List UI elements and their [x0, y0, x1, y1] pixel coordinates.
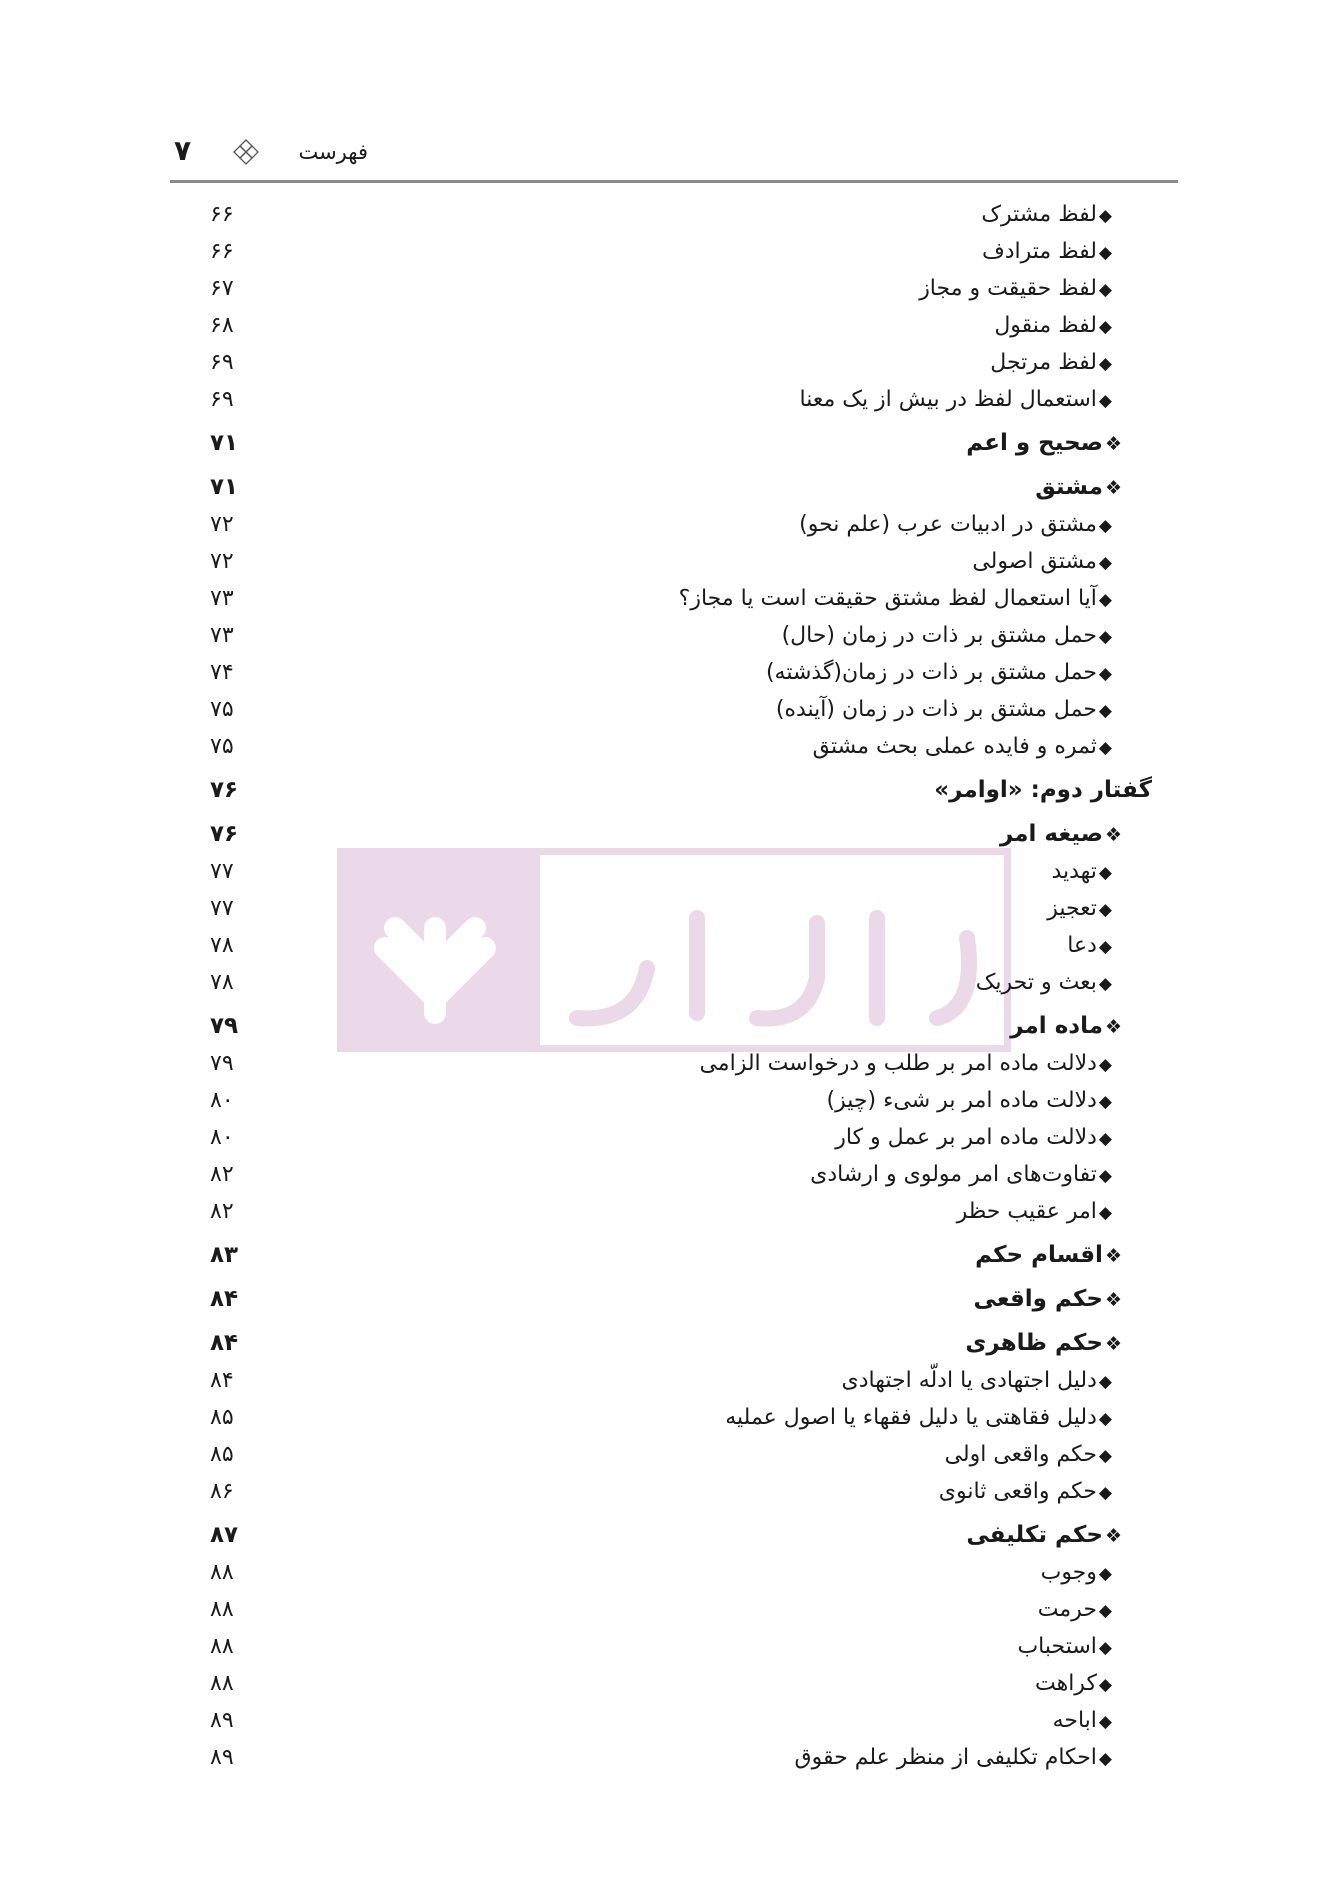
toc-page-number: ۸۰	[210, 1088, 234, 1113]
toc-page-number: ۷۱	[210, 474, 239, 500]
toc-page-number: ۷۵	[210, 697, 234, 722]
toc-page-number: ۶۷	[210, 276, 234, 301]
toc-page-number: ۷۳	[210, 623, 234, 648]
toc-subentry	[190, 1628, 1160, 1665]
toc-section-entry	[190, 1510, 1160, 1554]
toc-subentry	[190, 1156, 1160, 1193]
toc-subentry	[190, 1473, 1160, 1510]
toc-subentry	[190, 853, 1160, 890]
toc-page-number: ۸۲	[210, 1199, 234, 1224]
toc-subentry	[190, 964, 1160, 1001]
toc-subentry	[190, 691, 1160, 728]
toc-entry-title: ❖ حکم ظاهری	[965, 1330, 1122, 1356]
toc-page-number: ۸۸	[210, 1634, 234, 1659]
toc-subentry	[190, 1665, 1160, 1702]
toc-subentry	[190, 344, 1160, 381]
toc-page-number: ۶۸	[210, 313, 234, 338]
toc-page-number: ۶۹	[210, 387, 234, 412]
toc-entry-title: گفتار دوم: «اوامر»	[934, 777, 1152, 803]
toc-subentry	[190, 506, 1160, 543]
toc-subentry	[190, 1591, 1160, 1628]
toc-entry-title: ◆ حمل مشتق بر ذات در زمان(گذشته)	[766, 660, 1112, 685]
toc-subentry	[190, 543, 1160, 580]
toc-subentry	[190, 1702, 1160, 1739]
toc-entry-title: ◆ تعجیز	[1047, 896, 1112, 921]
table-of-contents	[190, 196, 1160, 1776]
toc-subentry	[190, 1193, 1160, 1230]
toc-section-entry	[190, 1001, 1160, 1045]
toc-entry-title: ❖ اقسام حکم	[975, 1242, 1122, 1268]
toc-entry-title: ◆ مشتق در ادبیات عرب (علم نحو)	[799, 512, 1112, 537]
toc-page-number: ۶۹	[210, 350, 234, 375]
toc-entry-title: ◆ حکم واقعی اولی	[945, 1442, 1112, 1467]
running-title: فهرست	[298, 140, 368, 164]
toc-page-number: ۷۹	[210, 1013, 239, 1039]
toc-page-number: ۸۳	[210, 1242, 239, 1268]
toc-entry-title: ◆ کراهت	[1035, 1671, 1112, 1696]
toc-page-number: ۷۷	[210, 859, 234, 884]
toc-entry-title: ◆ آیا استعمال لفظ مشتق حقیقت است یا مجاز؟	[679, 586, 1112, 611]
toc-page-number: ۸۷	[210, 1522, 239, 1548]
toc-subentry	[190, 728, 1160, 765]
toc-section-entry	[190, 1274, 1160, 1318]
toc-page-number: ۸۸	[210, 1671, 234, 1696]
toc-subentry	[190, 927, 1160, 964]
toc-entry-title: ❖ مشتق	[1035, 474, 1122, 500]
toc-entry-title: ◆ حمل مشتق بر ذات در زمان (حال)	[782, 623, 1112, 648]
toc-page-number: ۷۲	[210, 549, 234, 574]
toc-page-number: ۸۰	[210, 1125, 234, 1150]
toc-entry-title: ◆ ثمره و فایده عملی بحث مشتق	[813, 734, 1112, 759]
toc-section-entry	[190, 418, 1160, 462]
toc-section-entry	[190, 1318, 1160, 1362]
toc-entry-title: ❖ حکم تکلیفی	[966, 1522, 1122, 1548]
toc-subentry	[190, 1436, 1160, 1473]
toc-entry-title: ◆ احکام تکلیفی از منظر علم حقوق	[795, 1745, 1112, 1770]
toc-entry-title: ◆ لفظ مشترک	[981, 202, 1112, 227]
toc-subentry	[190, 1119, 1160, 1156]
toc-entry-title: ◆ مشتق اصولی	[972, 549, 1112, 574]
toc-entry-title: ❖ صیغه امر	[1000, 821, 1122, 847]
toc-page-number: ۷۹	[210, 1051, 234, 1076]
toc-entry-title: ◆ استحباب	[1017, 1634, 1112, 1659]
toc-subentry	[190, 196, 1160, 233]
toc-part-heading	[190, 765, 1160, 809]
toc-page-number: ۸۶	[210, 1479, 234, 1504]
toc-entry-title: ◆ لفظ منقول	[994, 313, 1112, 338]
toc-entry-title: ◆ استعمال لفظ در بیش از یک معنا	[800, 387, 1112, 412]
toc-entry-title: ◆ تهدید	[1051, 859, 1112, 884]
toc-page-number: ۶۶	[210, 239, 234, 264]
toc-subentry	[190, 1045, 1160, 1082]
toc-page-number: ۸۵	[210, 1442, 234, 1467]
toc-page-number: ۷۱	[210, 430, 239, 456]
toc-subentry	[190, 307, 1160, 344]
page-header	[170, 132, 1180, 176]
toc-entry-title: ◆ حرمت	[1038, 1597, 1112, 1622]
toc-page-number: ۸۴	[210, 1330, 239, 1356]
toc-entry-title: ◆ لفظ مرتجل	[990, 350, 1112, 375]
page-number: ۷	[174, 134, 192, 167]
toc-entry-title: ❖ صحیح و اعم	[966, 430, 1122, 456]
toc-page-number: ۷۸	[210, 970, 234, 995]
toc-entry-title: ❖ ماده امر	[1010, 1013, 1122, 1039]
toc-entry-title: ◆ تفاوت‌های امر مولوی و ارشادی	[810, 1162, 1112, 1187]
toc-entry-title: ❖ حکم واقعی	[973, 1286, 1122, 1312]
toc-subentry	[190, 233, 1160, 270]
toc-section-entry	[190, 809, 1160, 853]
toc-entry-title: ◆ دعا	[1067, 933, 1112, 958]
toc-entry-title: ◆ بعث و تحریک	[976, 970, 1112, 995]
header-rule	[170, 180, 1178, 183]
toc-page-number: ۸۹	[210, 1708, 234, 1733]
diamond-ornament-icon	[232, 138, 260, 166]
toc-page-number: ۷۵	[210, 734, 234, 759]
toc-page-number: ۷۸	[210, 933, 234, 958]
toc-page-number: ۷۳	[210, 586, 234, 611]
toc-subentry	[190, 1554, 1160, 1591]
toc-entry-title: ◆ اباحه	[1053, 1708, 1112, 1733]
toc-page-number: ۷۴	[210, 660, 234, 685]
toc-page-number: ۷۷	[210, 896, 234, 921]
toc-subentry	[190, 1399, 1160, 1436]
toc-entry-title: ◆ دلالت ماده امر بر عمل و کار	[835, 1125, 1112, 1150]
toc-entry-title: ◆ دلیل اجتهادی یا ادلّه اجتهادی	[841, 1368, 1112, 1393]
toc-entry-title: ◆ دلالت ماده امر بر طلب و درخواست الزامی	[699, 1051, 1112, 1076]
toc-subentry	[190, 890, 1160, 927]
toc-section-entry	[190, 1230, 1160, 1274]
toc-page-number: ۸۲	[210, 1162, 234, 1187]
toc-entry-title: ◆ لفظ مترادف	[982, 239, 1112, 264]
toc-page-number: ۸۴	[210, 1368, 234, 1393]
toc-entry-title: ◆ دلالت ماده امر بر شیء (چیز)	[827, 1088, 1112, 1113]
toc-page-number: ۷۲	[210, 512, 234, 537]
toc-subentry	[190, 654, 1160, 691]
toc-subentry	[190, 617, 1160, 654]
toc-entry-title: ◆ امر عقیب حظر	[957, 1199, 1112, 1224]
toc-subentry	[190, 580, 1160, 617]
toc-entry-title: ◆ وجوب	[1041, 1560, 1112, 1585]
toc-section-entry	[190, 462, 1160, 506]
toc-entry-title: ◆ دلیل فقاهتی یا دلیل فقهاء یا اصول عملیه	[725, 1405, 1112, 1430]
toc-page-number: ۸۴	[210, 1286, 239, 1312]
toc-subentry	[190, 1362, 1160, 1399]
toc-page-number: ۸۸	[210, 1560, 234, 1585]
toc-page-number: ۷۶	[210, 821, 239, 847]
toc-page-number: ۶۶	[210, 202, 234, 227]
toc-page-number: ۸۵	[210, 1405, 234, 1430]
toc-entry-title: ◆ حمل مشتق بر ذات در زمان (آینده)	[776, 697, 1112, 722]
toc-entry-title: ◆ حکم واقعی ثانوی	[939, 1479, 1112, 1504]
toc-subentry	[190, 381, 1160, 418]
toc-page-number: ۷۶	[210, 777, 239, 803]
toc-subentry	[190, 1739, 1160, 1776]
toc-subentry	[190, 270, 1160, 307]
toc-page-number: ۸۸	[210, 1597, 234, 1622]
toc-entry-title: ◆ لفظ حقیقت و مجاز	[919, 276, 1112, 301]
toc-subentry	[190, 1082, 1160, 1119]
toc-page-number: ۸۹	[210, 1745, 234, 1770]
